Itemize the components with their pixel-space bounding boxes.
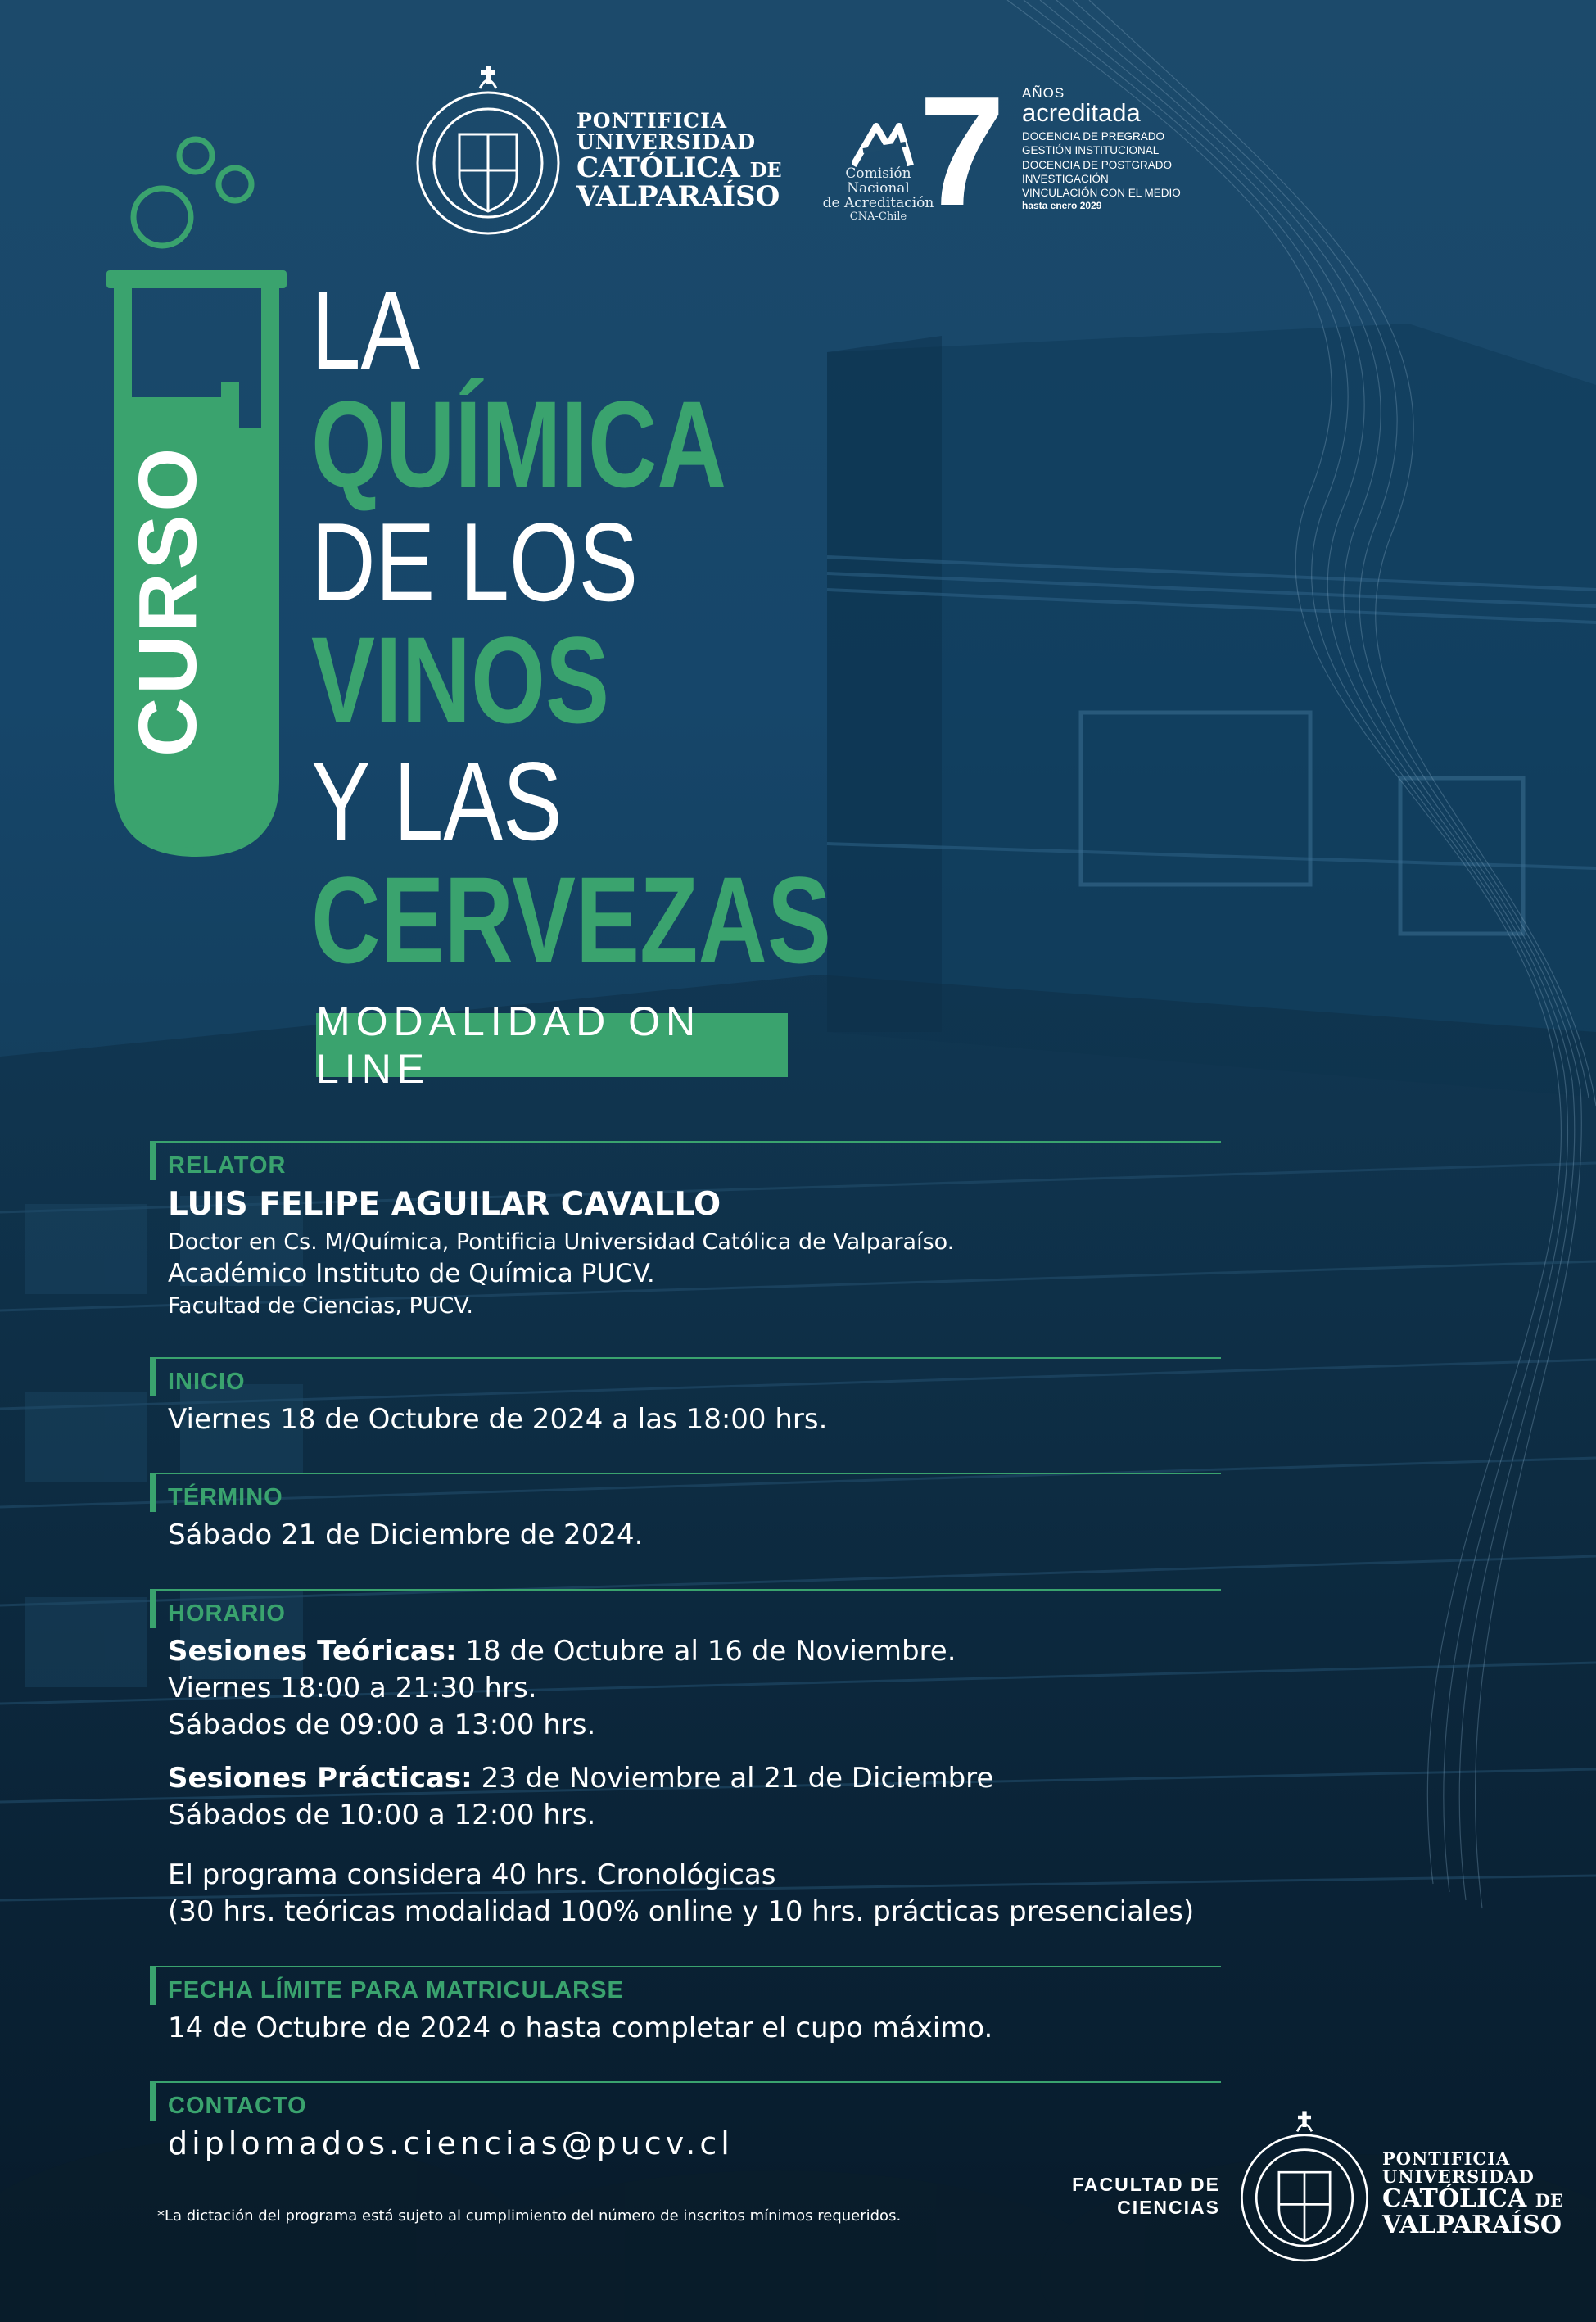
pucv-seal-logo (414, 64, 563, 238)
faculty-name (1056, 2174, 1220, 2219)
accreditation-years-label: AÑOS (1022, 85, 1065, 101)
title-line-la: LA (311, 268, 421, 392)
speaker-detail: Facultad de Ciencias, PUCV. (168, 1293, 473, 1319)
university-name-line2: UNIVERSIDAD (1382, 2166, 1535, 2188)
university-name-de: DE (1535, 2190, 1563, 2211)
section-divider (150, 2081, 1221, 2083)
section-label: RELATOR (168, 1152, 287, 1179)
program-hours-line: (30 hrs. teóricas modalidad 100% online y 10 hrs. prácticas presenciales) (168, 1895, 1195, 1928)
enrollment-deadline-text: 14 de Octubre de 2024 o hasta completar el cupo máximo. (168, 2012, 993, 2044)
accreditation-block (819, 65, 1196, 238)
university-name-line4: VALPARAÍSO (1382, 2210, 1562, 2239)
section-divider (150, 1357, 1221, 1359)
section-marker (150, 2081, 156, 2121)
practice-sessions-dates: 23 de Noviembre al 21 de Diciembre (472, 1762, 994, 1795)
accreditation-areas (1022, 129, 1181, 200)
university-name-line1: PONTIFICIA (576, 109, 728, 133)
title-line-vinos: VINOS (311, 611, 610, 749)
practice-sessions-label: Sesiones Prácticas: (168, 1762, 472, 1795)
accreditation-area: INVESTIGACIÓN (1022, 172, 1109, 185)
speaker-detail: Académico Instituto de Química PUCV. (168, 1259, 655, 1288)
title-line-cervezas: CERVEZAS (311, 851, 831, 989)
cna-logo-icon (852, 121, 917, 167)
title-line-quimica: QUÍMICA (311, 375, 726, 513)
section-label: FECHA LÍMITE PARA MATRICULARSE (168, 1977, 624, 2003)
university-name-footer (1382, 2150, 1563, 2238)
section-marker (150, 1357, 156, 1396)
section-divider (150, 1473, 1221, 1474)
cna-agency-line2: de Acreditación (822, 194, 934, 211)
practice-schedule-line: Sábados de 10:00 a 12:00 hrs. (168, 1799, 596, 1831)
section-label: HORARIO (168, 1600, 286, 1627)
section-marker (150, 1473, 156, 1512)
section-label: TÉRMINO (168, 1484, 283, 1510)
section-label: CONTACTO (168, 2093, 307, 2119)
theory-sessions-label: Sesiones Teóricas: (168, 1635, 457, 1668)
speaker-detail: Doctor en Cs. M/Química, Pontificia Universidad Católica de Valparaíso. (168, 1229, 955, 1255)
pucv-seal-logo-footer (1238, 2109, 1371, 2265)
university-name (576, 111, 782, 212)
section-marker (150, 1966, 156, 2005)
accreditation-details (1022, 85, 1181, 211)
accreditation-area: DOCENCIA DE POSTGRADO (1022, 158, 1173, 171)
university-name-line1: PONTIFICIA (1382, 2148, 1511, 2169)
faculty-name-line2: CIENCIAS (1117, 2196, 1220, 2218)
accreditation-status: acreditada (1022, 98, 1141, 127)
accreditation-area: GESTIÓN INSTITUCIONAL (1022, 144, 1160, 157)
disclaimer-note: *La dictación del programa está sujeto al cumplimiento del número de inscritos mínimos requeridos. (157, 2207, 902, 2225)
theory-schedule-line: Viernes 18:00 a 21:30 hrs. (168, 1672, 537, 1704)
university-name-line2: UNIVERSIDAD (576, 130, 757, 155)
section-divider (150, 1589, 1221, 1591)
section-divider (150, 1141, 1221, 1143)
university-name-de: DE (749, 157, 782, 182)
cna-agency-line3: CNA-Chile (849, 210, 907, 223)
section-marker (150, 1589, 156, 1628)
university-name-line4: VALPARAÍSO (576, 180, 780, 214)
curso-label: CURSO (122, 444, 214, 757)
speaker-name: LUIS FELIPE AGUILAR CAVALLO (168, 1186, 721, 1223)
section-divider (150, 1966, 1221, 1967)
cna-agency-line1: Comisión Nacional (845, 165, 911, 197)
section-marker (150, 1141, 156, 1180)
accreditation-area: DOCENCIA DE PREGRADO (1022, 130, 1165, 143)
accreditation-area: VINCULACIÓN CON EL MEDIO (1022, 187, 1181, 200)
accreditation-until: hasta enero 2029 (1022, 200, 1102, 212)
section-label: INICIO (168, 1369, 246, 1395)
modality-badge: MODALIDAD ON LINE (316, 1013, 788, 1077)
university-name-line3: CATÓLICA (1382, 2184, 1527, 2214)
theory-sessions-dates: 18 de Octubre al 16 de Noviembre. (456, 1635, 956, 1668)
faculty-name-line1: FACULTAD DE (1072, 2174, 1220, 2195)
contact-email-link[interactable]: diplomados.ciencias@pucv.cl (168, 2125, 734, 2161)
end-date-text: Sábado 21 de Diciembre de 2024. (168, 1519, 644, 1551)
university-name-line3: CATÓLICA (576, 151, 740, 184)
program-hours-line: El programa considera 40 hrs. Cronológicas (168, 1858, 776, 1891)
title-line-de-los: DE LOS (311, 500, 639, 624)
start-date-text: Viernes 18 de Octubre de 2024 a las 18:00 hrs. (168, 1403, 828, 1436)
title-line-y-las: Y LAS (311, 739, 563, 863)
accreditation-years-number: 7 (919, 65, 1006, 238)
theory-schedule-line: Sábados de 09:00 a 13:00 hrs. (168, 1709, 596, 1741)
